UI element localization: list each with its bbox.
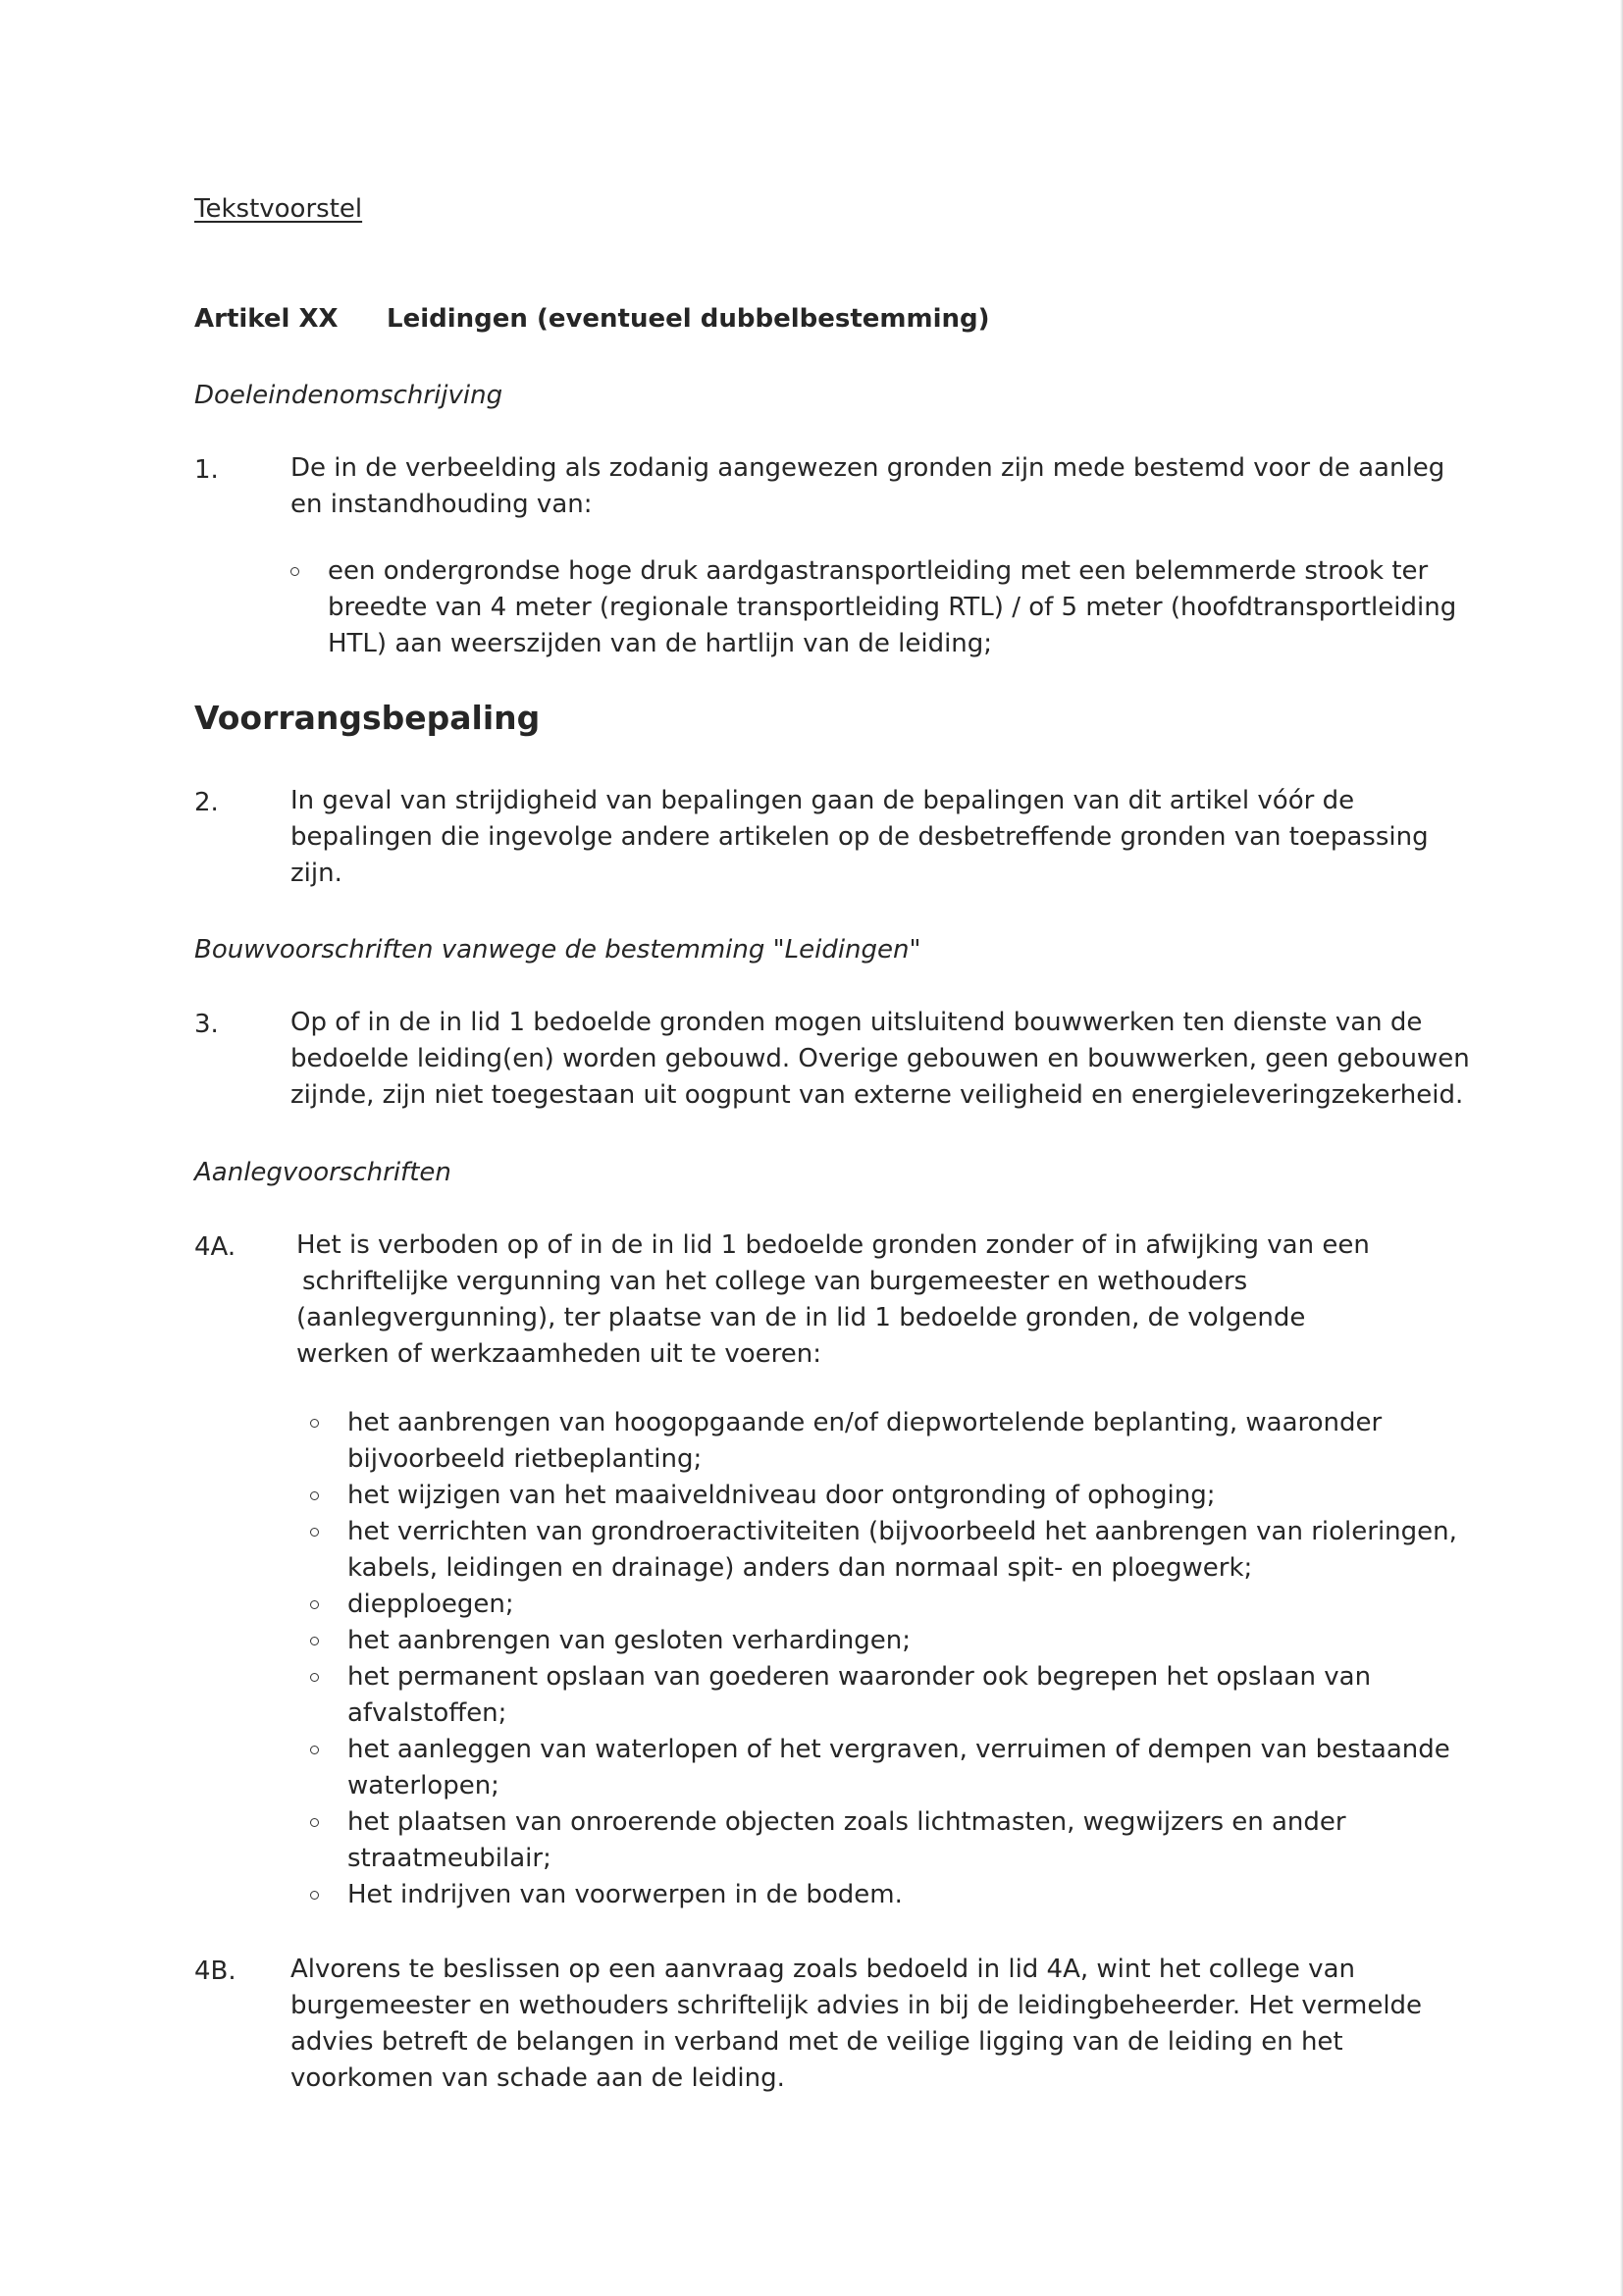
bullet-list-4a bbox=[347, 1405, 1457, 1913]
text-line: werken of werkzaamheden uit te voeren: bbox=[296, 1339, 821, 1369]
paragraph-3 bbox=[290, 1005, 1470, 1114]
list-item bbox=[347, 1659, 1457, 1732]
text-line: en instandhouding van: bbox=[290, 490, 593, 519]
text-line: het aanbrengen van hoogopgaande en/of diepwortelende beplanting, waaronder bbox=[347, 1408, 1383, 1437]
item-number-4a: 4A. bbox=[194, 1232, 236, 1262]
text-line: zijn. bbox=[290, 859, 342, 888]
text-line: bedoelde leiding(en) worden gebouwd. Overige gebouwen en bouwwerken, geen gebouwen bbox=[290, 1044, 1470, 1073]
bullet-icon bbox=[310, 1419, 319, 1428]
text-line: burgemeester en wethouders schriftelijk advies in bij de leidingbeheerder. Het vermelde bbox=[290, 1991, 1423, 2020]
text-line: diepploegen; bbox=[347, 1590, 514, 1619]
item-number-2: 2. bbox=[194, 788, 219, 817]
text-line: het verrichten van grondroeractiviteiten (bijvoorbeeld het aanbrengen van rioleringen, bbox=[347, 1517, 1457, 1546]
bullet-icon bbox=[310, 1746, 319, 1754]
item-number-3: 3. bbox=[194, 1010, 219, 1039]
text-line: een ondergrondse hoge druk aardgastransportleiding met een belemmerde strook ter bbox=[328, 556, 1429, 586]
bullet-icon bbox=[310, 1491, 319, 1500]
paragraph-4b bbox=[290, 1952, 1422, 2097]
bullet-icon bbox=[310, 1673, 319, 1682]
bullet-list-1 bbox=[328, 553, 1456, 662]
item-number-4b: 4B. bbox=[194, 1957, 236, 1986]
text-line: advies betreft de belangen in verband met de veilige ligging van de leiding en het bbox=[290, 2027, 1343, 2057]
paragraph-4a bbox=[296, 1227, 1370, 1373]
text-line: het aanleggen van waterlopen of het vergraven, verruimen of dempen van bestaande bbox=[347, 1735, 1450, 1764]
text-line: het permanent opslaan van goederen waaronder ook begrepen het opslaan van bbox=[347, 1662, 1372, 1692]
list-item bbox=[347, 1478, 1457, 1514]
list-item bbox=[328, 553, 1456, 662]
text-line: straatmeubilair; bbox=[347, 1844, 551, 1873]
text-line: voorkomen van schade aan de leiding. bbox=[290, 2063, 785, 2093]
text-line: het plaatsen van onroerende objecten zoals lichtmasten, wegwijzers en ander bbox=[347, 1807, 1346, 1837]
list-item bbox=[347, 1514, 1457, 1587]
text-line: Het is verboden op of in de in lid 1 bedoelde gronden zonder of in afwijking van een bbox=[296, 1230, 1370, 1260]
list-item bbox=[347, 1732, 1457, 1804]
text-line: waterlopen; bbox=[347, 1771, 499, 1800]
text-line: schriftelijke vergunning van het college van burgemeester en wethouders bbox=[302, 1267, 1248, 1296]
bullet-icon bbox=[290, 567, 299, 576]
text-line: het wijzigen van het maaiveldniveau door ontgronding of ophoging; bbox=[347, 1481, 1216, 1510]
list-item bbox=[347, 1877, 1457, 1913]
bullet-icon bbox=[310, 1528, 319, 1537]
text-line: afvalstoffen; bbox=[347, 1698, 507, 1728]
text-line: HTL) aan weerszijden van de hartlijn van de leiding; bbox=[328, 629, 993, 658]
text-line: (aanlegvergunning), ter plaatse van de in lid 1 bedoelde gronden, de volgende bbox=[296, 1303, 1306, 1332]
list-item bbox=[347, 1405, 1457, 1478]
paragraph-1 bbox=[290, 450, 1444, 523]
text-line: Op of in de in lid 1 bedoelde gronden mogen uitsluitend bouwwerken ten dienste van de bbox=[290, 1008, 1423, 1037]
list-item bbox=[347, 1623, 1457, 1659]
text-line: Alvorens te beslissen op een aanvraag zoals bedoeld in lid 4A, wint het college van bbox=[290, 1955, 1355, 1984]
text-line: bepalingen die ingevolge andere artikelen op de desbetreffende gronden van toepassing bbox=[290, 822, 1429, 852]
item-number-1: 1. bbox=[194, 455, 219, 485]
text-line: Het indrijven van voorwerpen in de bodem. bbox=[347, 1880, 903, 1909]
document-label: Tekstvoorstel bbox=[194, 194, 363, 224]
bullet-icon bbox=[310, 1891, 319, 1900]
paragraph-2 bbox=[290, 783, 1429, 892]
bullet-icon bbox=[310, 1818, 319, 1827]
list-item bbox=[347, 1587, 1457, 1623]
list-item bbox=[347, 1804, 1457, 1877]
text-line: In geval van strijdigheid van bepalingen gaan de bepalingen van dit artikel vóór de bbox=[290, 786, 1355, 815]
section-heading-voorrang: Voorrangsbepaling bbox=[194, 699, 541, 737]
text-line: het aanbrengen van gesloten verhardingen; bbox=[347, 1626, 911, 1655]
bullet-icon bbox=[310, 1637, 319, 1645]
article-title: Leidingen (eventueel dubbelbestemming) bbox=[387, 304, 990, 334]
bullet-icon bbox=[310, 1600, 319, 1609]
subhead-doeleinden: Doeleindenomschrijving bbox=[194, 381, 503, 410]
article-number: Artikel XX bbox=[194, 304, 339, 334]
text-line: De in de verbeelding als zodanig aangewezen gronden zijn mede bestemd voor de aanleg bbox=[290, 453, 1445, 483]
text-line: kabels, leidingen en drainage) anders dan normaal spit- en ploegwerk; bbox=[347, 1553, 1253, 1583]
text-line: zijnde, zijn niet toegestaan uit oogpunt van externe veiligheid en energieleveringzekerheid. bbox=[290, 1080, 1464, 1110]
text-line: breedte van 4 meter (regionale transportleiding RTL) / of 5 meter (hoofdtransportleiding bbox=[328, 593, 1457, 622]
subhead-bouwvoorschriften: Bouwvoorschriften vanwege de bestemming "Leidingen" bbox=[194, 935, 921, 965]
subhead-aanlegvoorschriften: Aanlegvoorschriften bbox=[194, 1158, 451, 1187]
text-line: bijvoorbeeld rietbeplanting; bbox=[347, 1444, 703, 1474]
